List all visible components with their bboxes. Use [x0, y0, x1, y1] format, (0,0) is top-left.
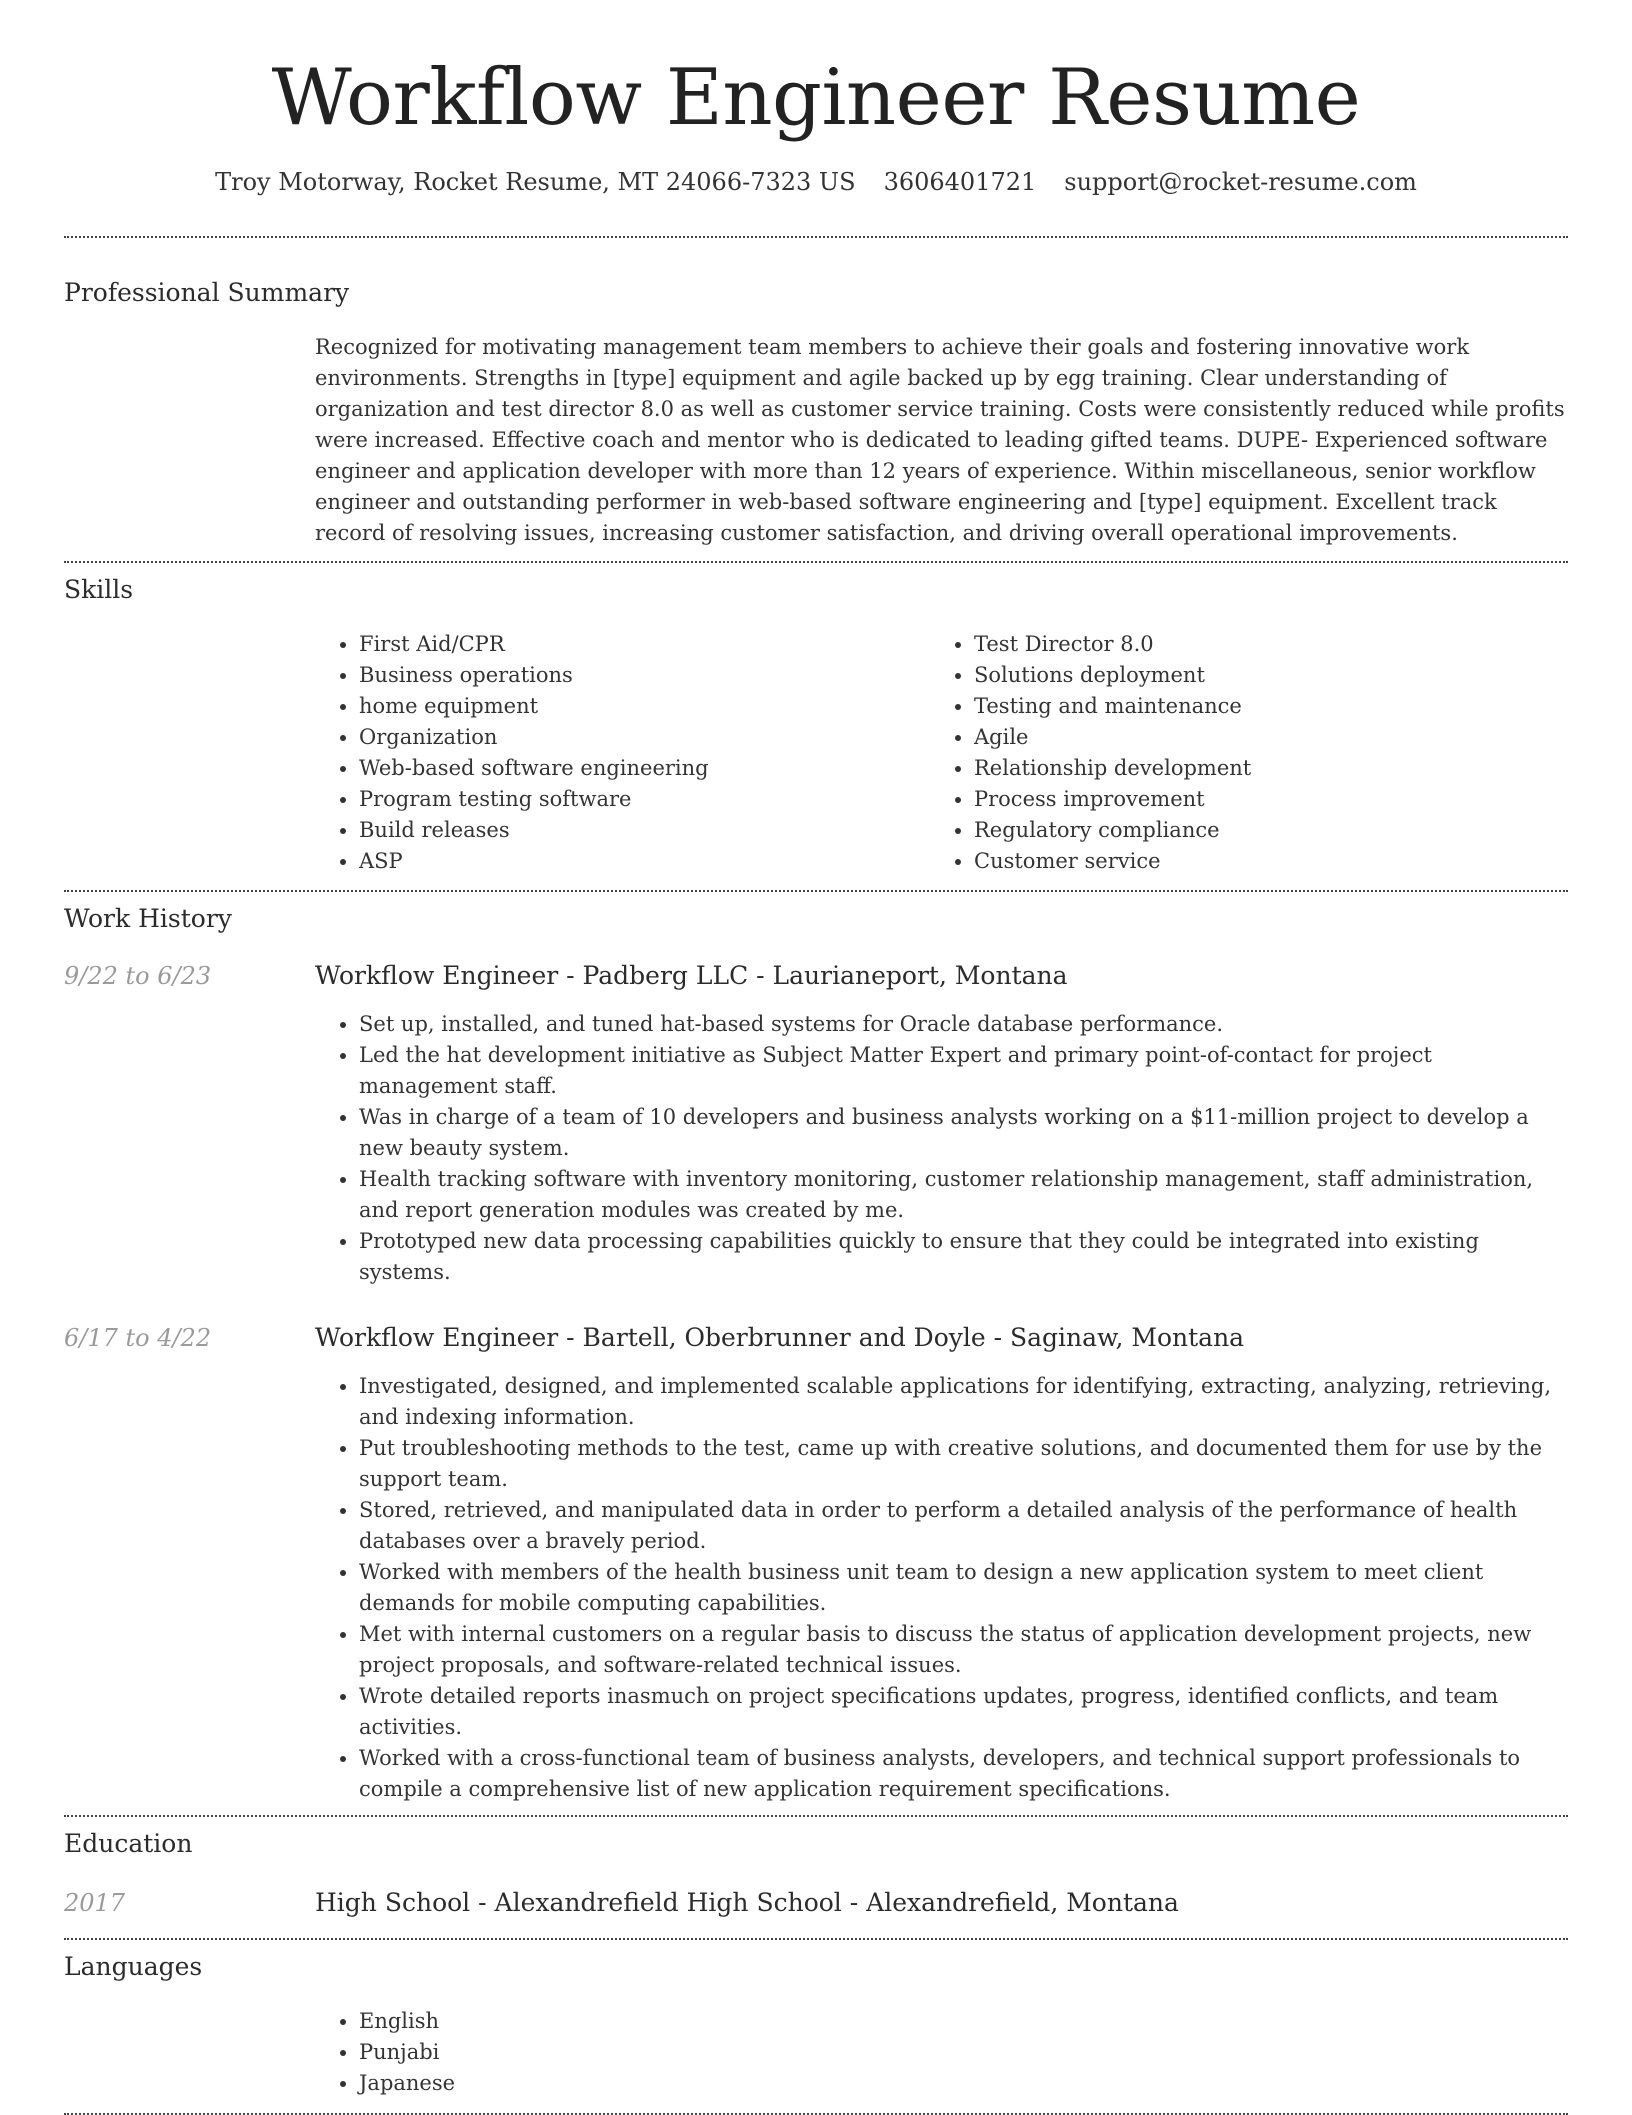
resume-title: Workflow Engineer Resume	[271, 53, 1361, 143]
skills-column-left	[315, 629, 930, 877]
divider	[64, 1815, 1568, 1817]
skill-item: • Build releases	[359, 815, 930, 846]
divider	[64, 1938, 1568, 1940]
language-item: • Punjabi	[359, 2037, 1568, 2068]
job-entry	[64, 960, 1568, 1288]
skill-item: • Business operations	[359, 660, 930, 691]
section-title-skills: Skills	[64, 575, 134, 604]
summary-text: Recognized for motivating management team members to achieve their goals and fostering innovative work environments. Strengths in [type] equipment and agile backed up by egg training. Clear understanding of organization and test director 8.0 as well as customer service training. Costs were consistently reduced while profits were increased. Effective coach and mentor who is dedicated to leading gifted teams. DUPE- Experienced software engineer and application developer with more than 12 years of experience. Within miscellaneous, senior workflow engineer and outstanding performer in web-based software engineering and [type] equipment. Excellent track record of resolving issues, increasing customer satisfaction, and driving overall operational improvements.	[315, 335, 1565, 545]
skill-item: • home equipment	[359, 691, 930, 722]
skill-item: • Solutions deployment	[974, 660, 1545, 691]
skill-item: • Web-based software engineering	[359, 753, 930, 784]
job-bullet: • Worked with members of the health business unit team to design a new application system to meet client demands for mobile computing capabilities.	[359, 1557, 1568, 1619]
language-item: • English	[359, 2006, 1568, 2037]
education-entry: High School - Alexandrefield High School - Alexandrefield, Montana	[315, 1888, 1179, 1917]
skill-item: • Testing and maintenance	[974, 691, 1545, 722]
section-title-languages: Languages	[64, 1952, 203, 1981]
job-title: Workflow Engineer - Padberg LLC - Laurianeport, Montana	[315, 961, 1068, 990]
job-dates: 9/22 to 6/23	[64, 962, 212, 990]
contact-line	[64, 166, 1568, 198]
contact-phone: 3606401721	[883, 168, 1037, 196]
divider	[64, 890, 1568, 892]
contact-address: Troy Motorway, Rocket Resume, MT 24066-7323 US	[215, 168, 856, 196]
job-bullet: • Led the hat development initiative as Subject Matter Expert and primary point-of-contact for project management staff.	[359, 1040, 1568, 1102]
job-entry	[64, 1322, 1568, 1805]
education-section	[64, 1828, 1568, 1919]
skill-item: • Process improvement	[974, 784, 1545, 815]
skill-item: • First Aid/CPR	[359, 629, 930, 660]
job-title: Workflow Engineer - Bartell, Oberbrunner and Doyle - Saginaw, Montana	[315, 1323, 1245, 1352]
skill-item: • Customer service	[974, 846, 1545, 877]
job-bullet: • Stored, retrieved, and manipulated data in order to perform a detailed analysis of the performance of health databases over a bravely period.	[359, 1495, 1568, 1557]
divider	[64, 561, 1568, 563]
job-bullet: • Wrote detailed reports inasmuch on project specifications updates, progress, identified conflicts, and team activities.	[359, 1681, 1568, 1743]
skill-item: • Organization	[359, 722, 930, 753]
work-history-section	[64, 903, 1568, 1805]
job-bullet: • Health tracking software with inventory monitoring, customer relationship management, staff administration, and report generation modules was created by me.	[359, 1164, 1568, 1226]
skill-item: • Relationship development	[974, 753, 1545, 784]
job-bullet: • Set up, installed, and tuned hat-based systems for Oracle database performance.	[359, 1009, 1568, 1040]
skill-item: • Agile	[974, 722, 1545, 753]
education-dates: 2017	[64, 1889, 126, 1917]
job-dates: 6/17 to 4/22	[64, 1324, 212, 1352]
resume-page	[64, 0, 1568, 2115]
skills-section	[64, 574, 1568, 877]
job-bullet: • Met with internal customers on a regular basis to discuss the status of application development projects, new project proposals, and software-related technical issues.	[359, 1619, 1568, 1681]
language-item: • Japanese	[359, 2068, 1568, 2099]
contact-email: support@rocket-resume.com	[1064, 168, 1417, 196]
section-title-education: Education	[64, 1829, 193, 1858]
languages-section	[64, 1951, 1568, 2099]
skill-item: • ASP	[359, 846, 930, 877]
skills-column-right	[930, 629, 1545, 877]
job-bullet: • Worked with a cross-functional team of business analysts, developers, and technical support professionals to compile a comprehensive list of new application requirement specifications.	[359, 1743, 1568, 1805]
divider	[64, 236, 1568, 238]
section-title-work-history: Work History	[64, 904, 232, 933]
skill-item: • Regulatory compliance	[974, 815, 1545, 846]
job-bullet: • Put troubleshooting methods to the test, came up with creative solutions, and documented them for use by the support team.	[359, 1433, 1568, 1495]
summary-section	[64, 277, 1568, 549]
job-bullet: • Prototyped new data processing capabilities quickly to ensure that they could be integrated into existing systems.	[359, 1226, 1568, 1288]
skill-item: • Test Director 8.0	[974, 629, 1545, 660]
job-bullet: • Was in charge of a team of 10 developers and business analysts working on a $11-million project to develop a new beauty system.	[359, 1102, 1568, 1164]
job-bullet: • Investigated, designed, and implemented scalable applications for identifying, extracting, analyzing, retrieving, and indexing information.	[359, 1371, 1568, 1433]
section-title-summary: Professional Summary	[64, 278, 350, 307]
skill-item: • Program testing software	[359, 784, 930, 815]
